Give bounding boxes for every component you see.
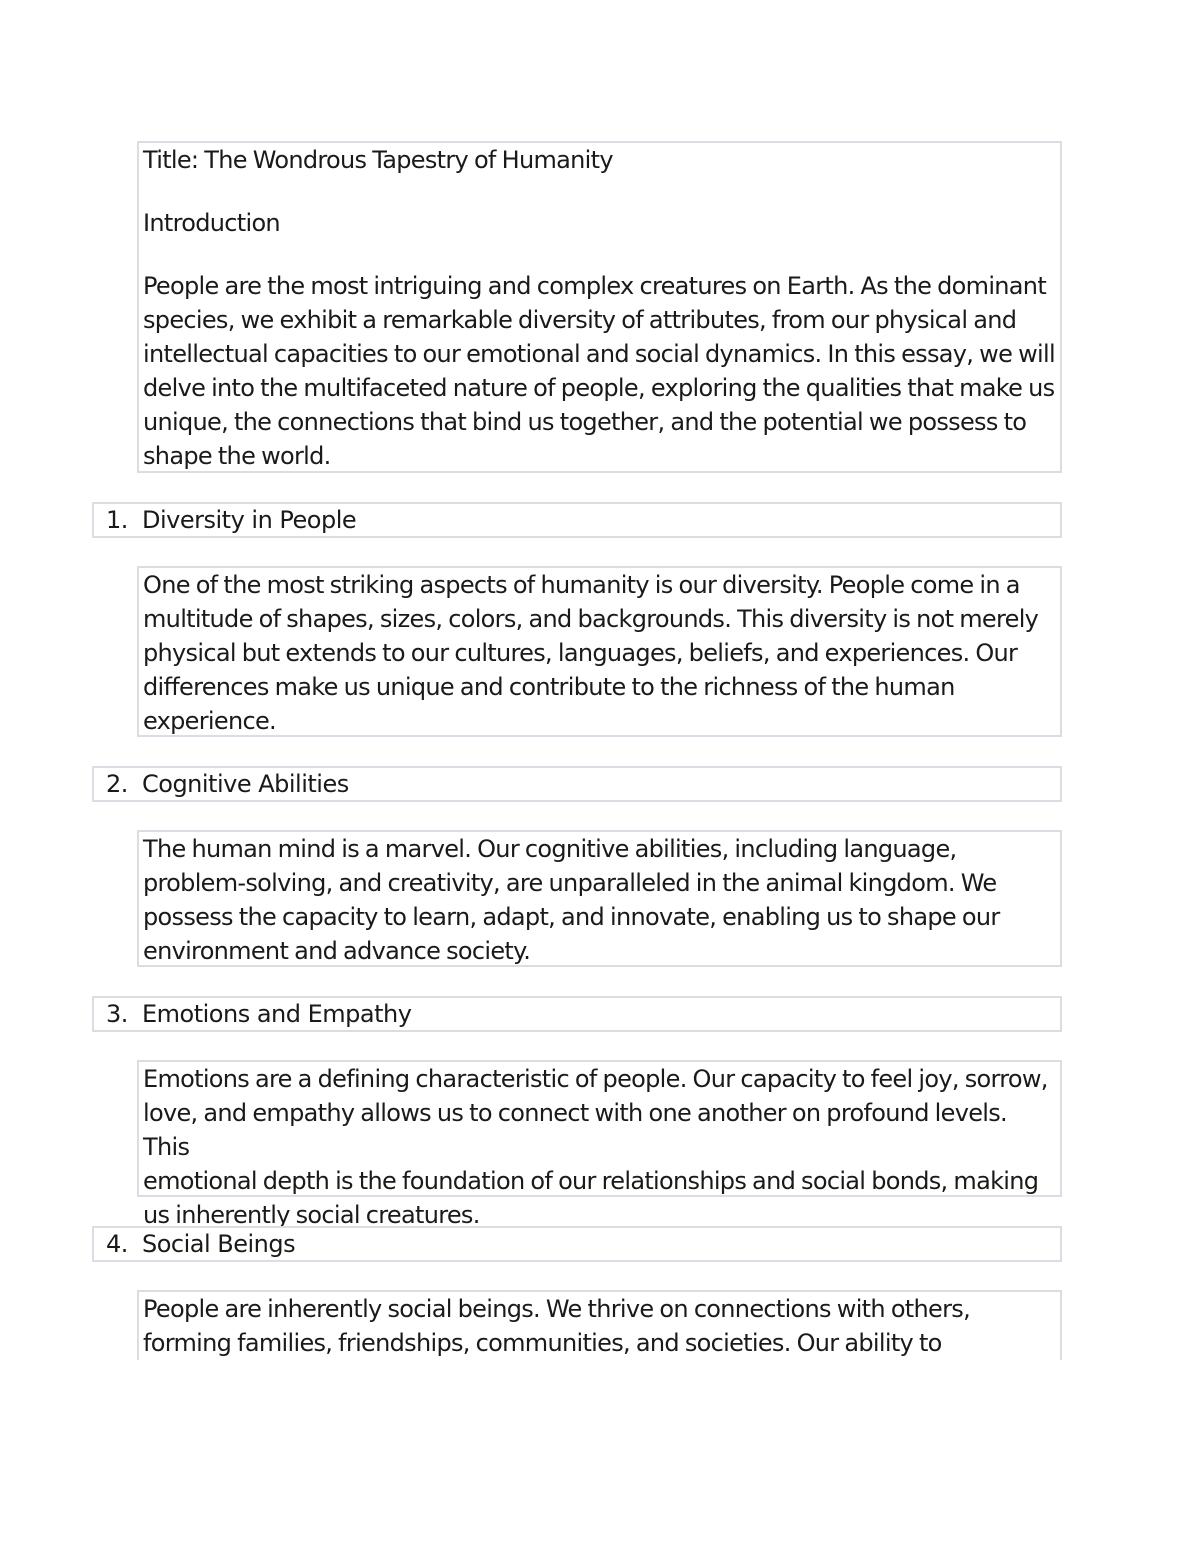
section-heading-text: Emotions and Empathy	[142, 1000, 412, 1028]
text-line: experience.	[143, 707, 276, 735]
section-body-social	[137, 1290, 1062, 1360]
text-line: shape the world.	[143, 442, 331, 470]
section-heading-text: Social Beings	[142, 1230, 296, 1258]
text-line: differences make us unique and contribute to the richness of the human	[143, 673, 955, 701]
section-body-emotions	[137, 1060, 1062, 1229]
text-line: love, and empathy allows us to connect with one another on profound levels. This	[143, 1099, 1007, 1161]
text-line: possess the capacity to learn, adapt, and innovate, enabling us to shape our	[143, 903, 1000, 931]
text-line: Emotions are a defining characteristic of people. Our capacity to feel joy, sorrow,	[143, 1065, 1048, 1093]
intro-heading: Introduction	[143, 209, 280, 237]
text-line: One of the most striking aspects of humanity is our diversity. People come in a	[143, 571, 1020, 599]
text-line: problem-solving, and creativity, are unparalleled in the animal kingdom. We	[143, 869, 997, 897]
document-title: Title: The Wondrous Tapestry of Humanity	[143, 146, 613, 174]
text-line: environment and advance society.	[143, 937, 531, 965]
text-line: species, we exhibit a remarkable diversity of attributes, from our physical and	[143, 306, 1017, 334]
intro-box	[137, 141, 1062, 473]
text-line: People are the most intriguing and complex creatures on Earth. As the dominant	[143, 272, 1047, 300]
list-number: 4.	[106, 1230, 128, 1258]
section-body-diversity	[137, 566, 1062, 737]
text-line: forming families, friendships, communities, and societies. Our ability to	[143, 1329, 942, 1357]
section-body-cognitive	[137, 830, 1062, 967]
list-number: 3.	[106, 1000, 128, 1028]
text-line: physical but extends to our cultures, languages, beliefs, and experiences. Our	[143, 639, 1018, 667]
section-heading-emotions	[92, 996, 1062, 1032]
intro-paragraph	[143, 269, 1056, 473]
text-line: The human mind is a marvel. Our cognitive abilities, including language,	[143, 835, 957, 863]
list-number: 2.	[106, 770, 128, 798]
section-heading-text: Cognitive Abilities	[142, 770, 349, 798]
text-line: emotional depth is the foundation of our relationships and social bonds, making	[143, 1167, 1039, 1195]
section-heading-social	[92, 1226, 1062, 1262]
text-line: multitude of shapes, sizes, colors, and backgrounds. This diversity is not merely	[143, 605, 1039, 633]
text-line: People are inherently social beings. We thrive on connections with others,	[143, 1295, 970, 1323]
section-heading-text: Diversity in People	[142, 506, 357, 534]
list-number: 1.	[106, 506, 128, 534]
text-line: delve into the multifaceted nature of people, exploring the qualities that make us	[143, 374, 1055, 402]
text-line: unique, the connections that bind us together, and the potential we possess to	[143, 408, 1027, 436]
section-heading-cognitive	[92, 766, 1062, 802]
text-line: intellectual capacities to our emotional and social dynamics. In this essay, we will	[143, 340, 1055, 368]
section-heading-diversity	[92, 502, 1062, 538]
text-line: us inherently social creatures.	[143, 1201, 480, 1229]
